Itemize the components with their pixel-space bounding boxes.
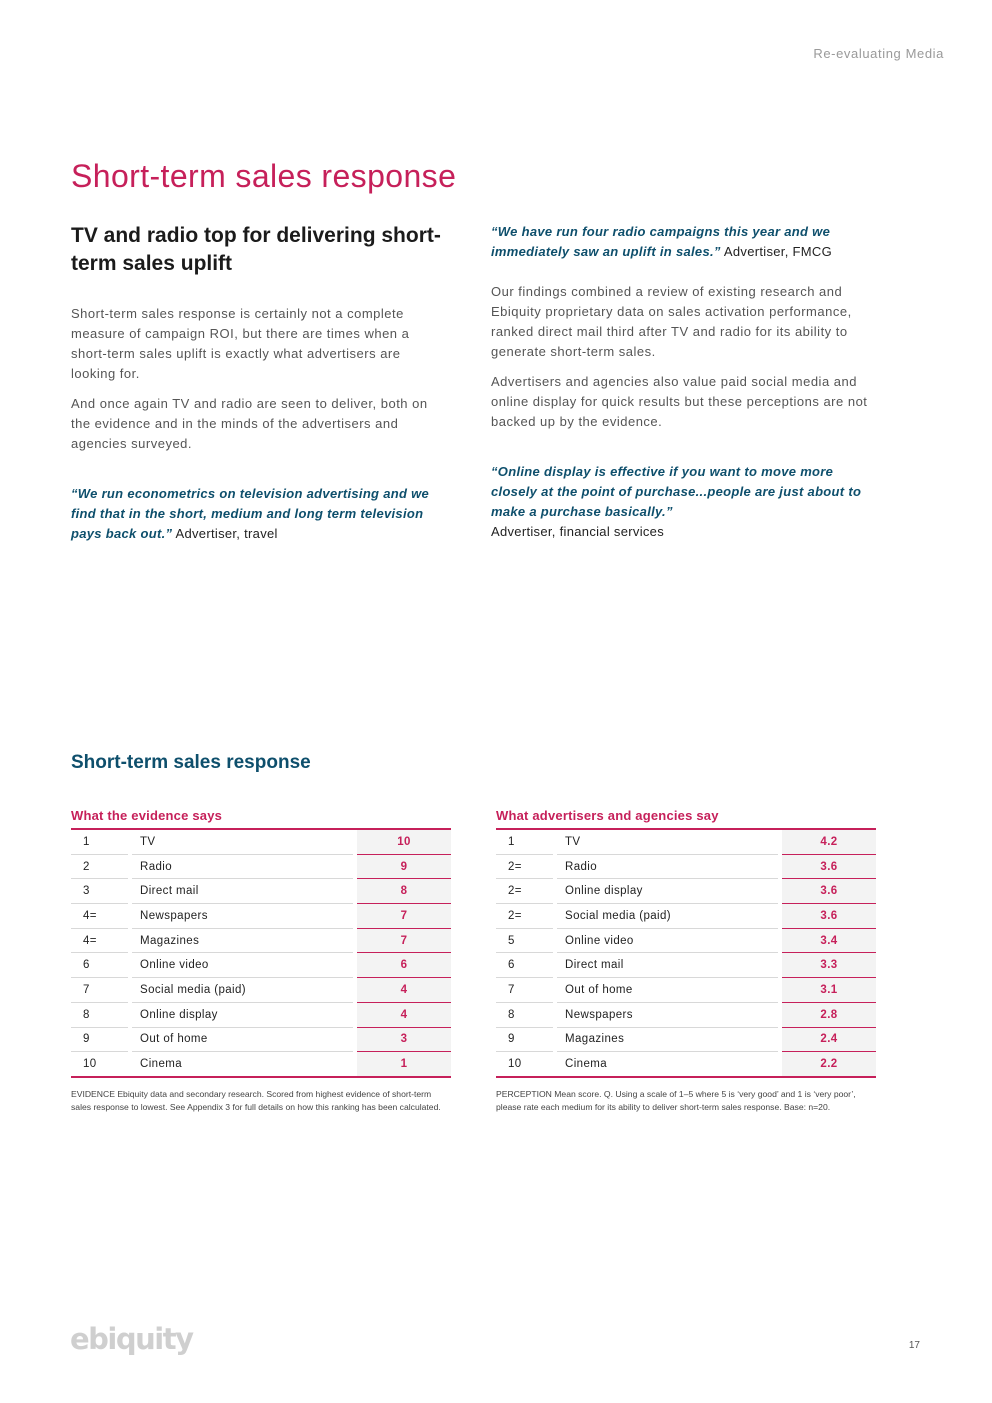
medium-cell: Online display (132, 1002, 353, 1027)
medium-cell: Out of home (557, 978, 778, 1003)
rank-cell: 7 (496, 978, 553, 1003)
perception-table-block (496, 808, 876, 1115)
medium-cell: Online display (557, 879, 778, 904)
table-title: What the evidence says (71, 808, 223, 823)
page-title: Short-term sales response (71, 158, 457, 194)
table-row (496, 829, 876, 854)
rank-cell: 10 (508, 1058, 522, 1071)
value-cell: 3.6 (782, 904, 876, 929)
rank-cell: 2= (496, 854, 553, 879)
table-row (71, 953, 451, 978)
rank-cell: 2= (496, 904, 553, 929)
subheading: TV and radio top for delivering short-term sales uplift (71, 224, 441, 275)
table-row (496, 928, 876, 953)
rank-cell: 6 (71, 953, 128, 978)
medium-cell: Newspapers (132, 904, 353, 929)
quote-attribution: Advertiser, travel (172, 526, 278, 541)
value-cell: 6 (357, 953, 451, 978)
body-paragraph: And once again TV and radio are seen to deliver, both on the evidence and in the minds of the advertisers and agencies surveyed. (71, 396, 428, 451)
table-row (496, 879, 876, 904)
medium-cell: Newspapers (557, 1002, 778, 1027)
table-row (496, 1027, 876, 1052)
table-row (71, 879, 451, 904)
left-column (71, 222, 446, 544)
rank-cell: 10 (83, 1058, 97, 1071)
rank-cell: 9 (71, 1027, 128, 1052)
rank-cell: 3 (71, 879, 128, 904)
body-paragraph: Advertisers and agencies also value paid social media and online display for quick results but these perceptions are not backed up by the evidence. (491, 374, 868, 429)
table-note: PERCEPTION Mean score. Q. Using a scale of 1–5 where 5 is ‘very good’ and 1 is ‘very poor’, please rate each medium for its ability to deliver short-term sales response. Base: n=20. (496, 1088, 856, 1113)
rank-cell: 2 (71, 854, 128, 879)
table-row (496, 1002, 876, 1027)
running-header: Re-evaluating Media (813, 46, 944, 61)
table-row (71, 1027, 451, 1052)
table-row (71, 904, 451, 929)
right-column (491, 222, 881, 542)
table-row (496, 953, 876, 978)
medium-cell: Magazines (132, 928, 353, 953)
rank-cell: 9 (496, 1027, 553, 1052)
table-row (496, 978, 876, 1003)
value-cell: 2.8 (782, 1002, 876, 1027)
value-cell: 9 (357, 854, 451, 879)
medium-cell: Online video (557, 928, 778, 953)
value-cell: 1 (357, 1052, 451, 1077)
rank-cell: 4= (71, 904, 128, 929)
rank-cell: 6 (496, 953, 553, 978)
medium-cell: TV (557, 829, 778, 854)
table-row (71, 928, 451, 953)
value-cell: 3.1 (782, 978, 876, 1003)
value-cell: 10 (357, 829, 451, 854)
table-row (496, 904, 876, 929)
medium-cell: Cinema (565, 1058, 608, 1071)
medium-cell: Social media (paid) (557, 904, 778, 929)
rank-cell: 1 (496, 829, 553, 854)
body-paragraph: Our findings combined a review of existing research and Ebiquity proprietary data on sales activation performance, ranked direct mail third after TV and radio for its ability to generate short-term sales. (491, 284, 852, 359)
table-row (496, 1052, 876, 1077)
rank-cell: 8 (496, 1002, 553, 1027)
ebiquity-logo: ebiquity (70, 1322, 193, 1356)
table-row (496, 854, 876, 879)
medium-cell: Out of home (132, 1027, 353, 1052)
medium-cell: Online video (132, 953, 353, 978)
medium-cell: TV (132, 829, 353, 854)
body-paragraph: Short-term sales response is certainly not a complete measure of campaign ROI, but there are times when a short-term sales uplift is exactly what advertisers are looking for. (71, 306, 410, 381)
quote-attribution: Advertiser, financial services (491, 524, 665, 539)
pull-quote (491, 222, 881, 262)
table-row (71, 854, 451, 879)
evidence-table (71, 828, 451, 1078)
rank-cell: 5 (496, 928, 553, 953)
medium-cell: Direct mail (132, 879, 353, 904)
page-number: 17 (908, 1340, 920, 1351)
table-row (71, 1002, 451, 1027)
perception-table (496, 828, 876, 1078)
table-row (71, 829, 451, 854)
medium-cell: Cinema (140, 1058, 183, 1071)
value-cell: 2.2 (782, 1052, 876, 1077)
value-cell: 7 (357, 904, 451, 929)
table-note: EVIDENCE Ebiquity data and secondary research. Scored from highest evidence of short-term sales response to lowest. See Appendix 3 for full details on how this ranking has been calculated. (71, 1088, 441, 1113)
value-cell: 3.6 (782, 854, 876, 879)
rank-cell: 4= (71, 928, 128, 953)
rank-cell: 2= (496, 879, 553, 904)
value-cell: 4.2 (782, 829, 876, 854)
value-cell: 3.6 (782, 879, 876, 904)
quote-text: “Online display is effective if you want to move more closely at the point of purchase...people are just about to make a purchase basically.” (491, 464, 862, 519)
quote-attribution: Advertiser, FMCG (720, 244, 833, 259)
value-cell: 4 (357, 1002, 451, 1027)
pull-quote (71, 484, 446, 544)
value-cell: 7 (357, 928, 451, 953)
quote-text: “We run econometrics on television advertising and we find that in the short, medium and long term television pays back out.” (71, 486, 430, 541)
medium-cell: Social media (paid) (132, 978, 353, 1003)
section-title: Short-term sales response (71, 752, 311, 773)
medium-cell: Direct mail (557, 953, 778, 978)
rank-cell: 1 (71, 829, 128, 854)
medium-cell: Magazines (557, 1027, 778, 1052)
rank-cell: 8 (71, 1002, 128, 1027)
table-title: What advertisers and agencies say (496, 808, 719, 823)
value-cell: 8 (357, 879, 451, 904)
table-row (71, 978, 451, 1003)
rank-cell: 7 (71, 978, 128, 1003)
table-row (71, 1052, 451, 1077)
medium-cell: Radio (557, 854, 778, 879)
medium-cell: Radio (132, 854, 353, 879)
evidence-table-block (71, 808, 451, 1115)
pull-quote (491, 462, 881, 542)
value-cell: 3.4 (782, 928, 876, 953)
value-cell: 4 (357, 978, 451, 1003)
quote-text: “We have run four radio campaigns this year and we immediately saw an uplift in sales.” (491, 224, 831, 259)
value-cell: 3.3 (782, 953, 876, 978)
value-cell: 2.4 (782, 1027, 876, 1052)
value-cell: 3 (357, 1027, 451, 1052)
